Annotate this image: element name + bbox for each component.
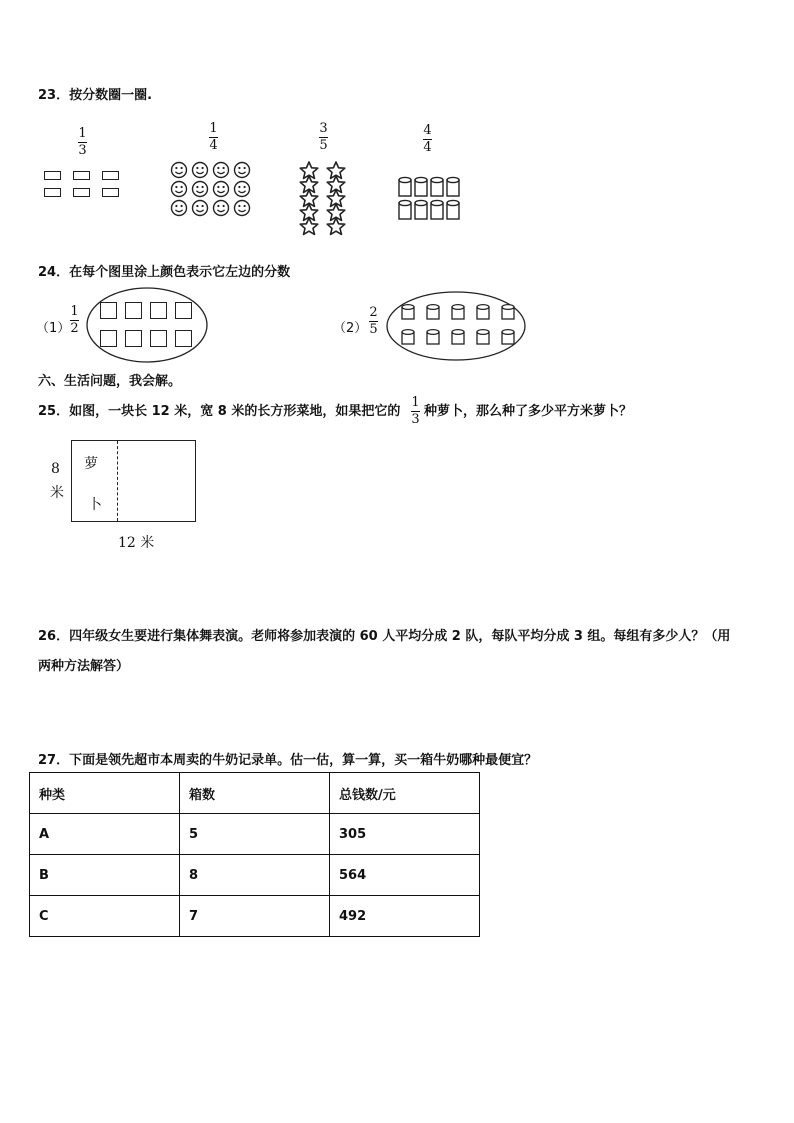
smiley-face-icon — [235, 163, 250, 178]
table-header-cell: 总钱数/元 — [330, 773, 480, 814]
question-27-title: 27．下面是领先超市本周卖的牛奶记录单。估一估，算一算，买一箱牛奶哪种最便宜？ — [38, 753, 538, 768]
cylinder-icon — [402, 330, 414, 344]
smiley-face-icon — [193, 182, 208, 197]
rectangle-icon — [102, 171, 119, 180]
rectangle-grid — [44, 171, 119, 197]
rectangle-icon — [102, 188, 119, 197]
square-icon — [175, 302, 192, 319]
width-label: 12 米 — [118, 535, 155, 551]
table-cell: 564 — [330, 855, 480, 896]
table-row — [30, 896, 480, 937]
table-header-cell: 种类 — [30, 773, 180, 814]
smiley-face-icon — [235, 182, 250, 197]
cylinder-icon — [415, 200, 427, 219]
square-icon — [150, 302, 167, 319]
square-icon — [175, 330, 192, 347]
square-grid — [100, 302, 192, 347]
smiley-face-icon — [214, 201, 229, 216]
square-icon — [125, 302, 142, 319]
smiley-face-icon — [214, 163, 229, 178]
cylinder-icon — [447, 200, 459, 219]
cylinder-icon — [452, 305, 464, 319]
table-header-cell: 箱数 — [180, 773, 330, 814]
table-cell: B — [30, 855, 180, 896]
table-row — [30, 814, 480, 855]
fraction-1-3: 1 3 — [78, 126, 87, 158]
question-25-text-before: 25．如图，一块长 12 米，宽 8 米的长方形菜地，如果把它的 — [38, 404, 401, 419]
table-row — [30, 855, 480, 896]
rectangle-icon — [44, 188, 61, 197]
table-cell: 492 — [330, 896, 480, 937]
smiley-face-icon — [172, 201, 187, 216]
table-cell: A — [30, 814, 180, 855]
smiley-face-icon — [235, 201, 250, 216]
cylinder-icon — [427, 305, 439, 319]
cylinder-icon — [402, 305, 414, 319]
square-icon — [100, 330, 117, 347]
square-icon — [150, 330, 167, 347]
question-24-title: 24．在每个图里涂上颜色表示它左边的分数 — [38, 265, 291, 280]
height-label-number: 8 — [51, 461, 60, 477]
table-cell: 305 — [330, 814, 480, 855]
cylinder-icon — [447, 177, 459, 196]
cylinder-icon — [431, 177, 443, 196]
fraction-3-5: 3 5 — [319, 121, 328, 153]
cylinder-icon — [431, 200, 443, 219]
smiley-face-icon — [193, 163, 208, 178]
cylinder-icon — [477, 330, 489, 344]
square-icon — [125, 330, 142, 347]
cylinder-icon — [477, 305, 489, 319]
rectangle-icon — [73, 171, 90, 180]
cylinder-grid — [396, 176, 462, 224]
section-6-heading: 六、生活问题，我会解。 — [38, 374, 182, 389]
table-cell: 8 — [180, 855, 330, 896]
cylinder-icon — [502, 330, 514, 344]
part-1-label: （1） — [36, 321, 71, 336]
divider-dashed-line — [117, 441, 118, 521]
star-grid — [296, 160, 352, 236]
smiley-face-icon — [214, 182, 229, 197]
fraction-2-5: 2 5 — [369, 305, 378, 337]
question-26-line-1: 26．四年级女生要进行集体舞表演。老师将参加表演的 60 人平均分成 2 队，每队平均分成 3 组。每组有多少人？（用 — [38, 629, 731, 644]
question-23-title: 23．按分数圈一圈. — [38, 88, 153, 103]
cylinder-icon — [399, 200, 411, 219]
table-cell: C — [30, 896, 180, 937]
fraction-1-3-q25: 1 3 — [411, 395, 420, 427]
rectangle-icon — [73, 188, 90, 197]
cylinder-icon — [452, 330, 464, 344]
fraction-1-4: 1 4 — [209, 121, 218, 153]
smiley-face-icon — [172, 163, 187, 178]
smiley-face-grid — [169, 160, 253, 218]
milk-sales-table — [29, 772, 480, 937]
table-cell: 7 — [180, 896, 330, 937]
table-cell: 5 — [180, 814, 330, 855]
question-26-line-2: 两种方法解答） — [38, 659, 130, 674]
carrot-region-label-top: 萝 — [84, 456, 98, 472]
carrot-region-label-bottom: 卜 — [88, 497, 102, 513]
fraction-4-4: 4 4 — [423, 123, 432, 155]
question-25-text-after: 种萝卜，那么种了多少平方米萝卜？ — [424, 404, 633, 419]
height-label-unit: 米 — [50, 485, 64, 501]
table-header-row — [30, 773, 480, 814]
cylinder-icon — [427, 330, 439, 344]
square-icon — [100, 302, 117, 319]
smiley-face-icon — [172, 182, 187, 197]
rectangle-icon — [44, 171, 61, 180]
smiley-face-icon — [193, 201, 208, 216]
part-2-label: （2） — [333, 321, 368, 336]
fraction-1-2: 1 2 — [70, 304, 79, 336]
cylinder-icon — [502, 305, 514, 319]
cylinder-set-ellipse — [384, 289, 528, 363]
cylinder-icon — [415, 177, 427, 196]
cylinder-icon — [399, 177, 411, 196]
